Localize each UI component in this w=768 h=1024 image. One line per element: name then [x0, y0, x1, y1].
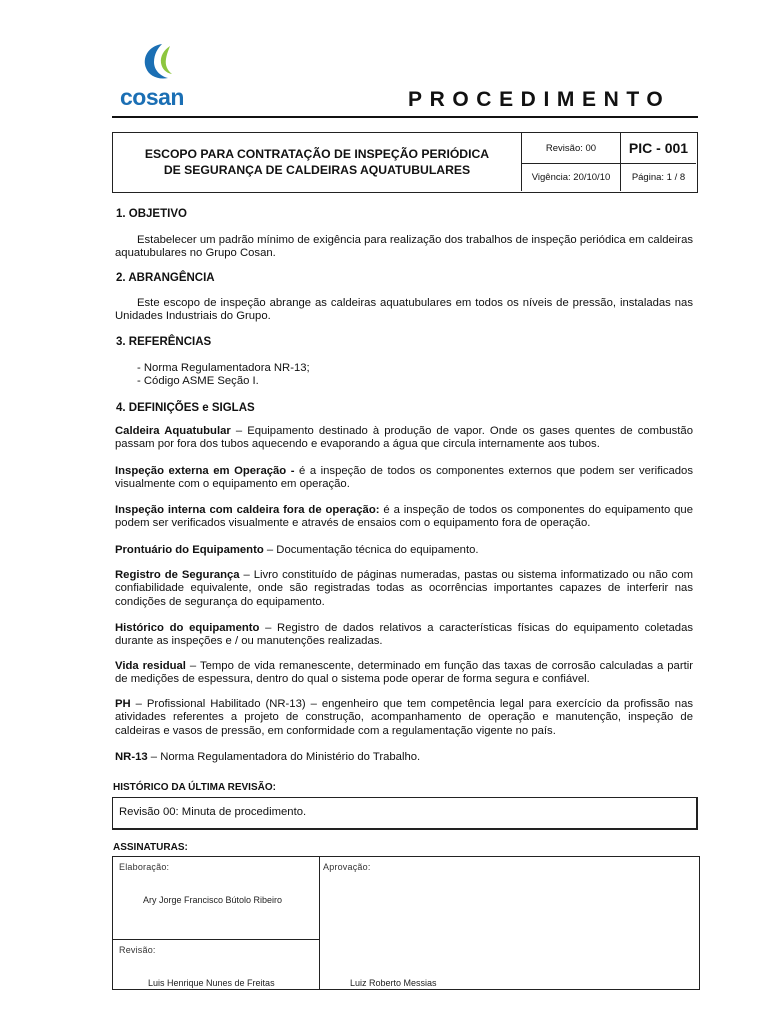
aprovacao-name: Luiz Roberto Messias — [350, 978, 437, 988]
signatures-table — [112, 856, 700, 990]
history-text: Revisão 00: Minuta de procedimento. — [119, 806, 307, 818]
paragraph-objetivo: Estabelecer um padrão mínimo de exigência para realização dos trabalhos de inspeção periódica em caldeiras aquatubulares no Grupo Cosan. — [115, 234, 693, 260]
elaboracao-name: Ary Jorge Francisco Bútolo Ribeiro — [143, 895, 283, 905]
definition-term: PH — [115, 698, 131, 710]
document-code: PIC - 001 — [621, 133, 696, 164]
validity-cell: Vigência: 20/10/10 — [522, 164, 621, 191]
definition-item: PH – Profissional Habilitado (NR-13) – engenheiro que tem competência legal para exercício da profissão nas atividades referentes a projeto de construção, acompanhamento de operação e manutenção, inspeção de caldeiras e vasos de pressão, em conformidade com a regulamentação vigente no país. — [115, 698, 693, 737]
section-heading-definicoes: 4. DEFINIÇÕES e SIGLAS — [116, 402, 255, 414]
document-title-line1: ESCOPO PARA CONTRATAÇÃO DE INSPEÇÃO PERIÓDICA — [144, 147, 490, 161]
page-title: PROCEDIMENTO — [408, 88, 671, 111]
definition-term: Caldeira Aquatubular — [115, 425, 231, 437]
definition-term: Vida residual — [115, 660, 186, 672]
definition-term: Histórico do equipamento — [115, 622, 260, 634]
definition-item: NR-13 – Norma Regulamentadora do Ministério do Trabalho. — [115, 751, 421, 763]
document-title-line2: DE SEGURANÇA DE CALDEIRAS AQUATUBULARES — [163, 163, 471, 177]
definition-item: Registro de Segurança – Livro constituído de páginas numeradas, pastas ou sistema informatizado ou não com confiabilidade equivalente, onde são registradas todas as ocorrências importantes capazes de interferir nas condições de segurança do equipamento. — [115, 569, 694, 608]
signatures-heading: ASSINATURAS: — [113, 842, 188, 853]
definition-item: Inspeção externa em Operação - é a inspeção de todos os componentes externos que podem ser verificados visualmente com o equipamento em operação. — [115, 465, 693, 491]
signature-divider — [319, 857, 320, 989]
document-title — [113, 133, 522, 191]
definition-item: Caldeira Aquatubular – Equipamento destinado à produção de vapor. Onde os gases quentes de combustão passam por fora dos tubos aquecendo e evaporando a água que circula internamente aos tubos. — [115, 425, 694, 451]
title-rule — [112, 116, 698, 118]
definition-term: Inspeção interna com caldeira fora de operação: — [115, 504, 380, 516]
elaboracao-label: Elaboração: — [119, 862, 170, 872]
history-heading: HISTÓRICO DA ÚLTIMA REVISÃO: — [113, 782, 276, 793]
definition-term: Inspeção externa em Operação - — [115, 465, 295, 477]
document-header-table — [112, 132, 698, 193]
reference-item: - Código ASME Seção I. — [137, 375, 259, 387]
revisao-name: Luis Henrique Nunes de Freitas — [148, 978, 275, 988]
section-heading-referencias: 3. REFERÊNCIAS — [116, 336, 212, 348]
paragraph-abrangencia: Este escopo de inspeção abrange as caldeiras aquatubulares em todos os níveis de pressão, instaladas nas Unidades Industriais do Grupo. — [115, 297, 693, 323]
definition-item: Inspeção interna com caldeira fora de operação: é a inspeção de todos os componentes do equipamento que podem ser verificados visualmente e através de ensaios com o equipamento fora de operação. — [115, 504, 693, 530]
revisao-label: Revisão: — [119, 945, 156, 955]
cosan-swoosh-icon — [118, 40, 198, 86]
logo-text: cosan — [120, 84, 184, 110]
definition-item: Histórico do equipamento – Registro de dados relativos a características físicas do equipamento coletadas durante as inspeções e / ou manutenções realizadas. — [115, 622, 693, 648]
definition-item: Prontuário do Equipamento – Documentação técnica do equipamento. — [115, 544, 479, 556]
signature-divider — [113, 939, 319, 940]
aprovacao-label: Aprovação: — [323, 862, 371, 872]
definition-term: Prontuário do Equipamento — [115, 544, 264, 556]
section-heading-abrangencia: 2. ABRANGÊNCIA — [116, 272, 215, 284]
revision-cell: Revisão: 00 — [522, 133, 621, 164]
section-heading-objetivo: 1. OBJETIVO — [116, 208, 187, 220]
page-number: Página: 1 / 8 — [631, 172, 686, 183]
reference-item: - Norma Regulamentadora NR-13; — [137, 362, 310, 374]
definition-term: NR-13 — [115, 751, 148, 763]
definition-term: Registro de Segurança — [115, 569, 240, 581]
history-box — [112, 797, 698, 830]
cosan-logo — [118, 40, 198, 110]
definition-item: Vida residual – Tempo de vida remanescente, determinado em função das taxas de corrosão calculadas a partir de medições de espessura, dentro do qual o sistema pode operar de forma segura e confiável. — [115, 660, 693, 686]
